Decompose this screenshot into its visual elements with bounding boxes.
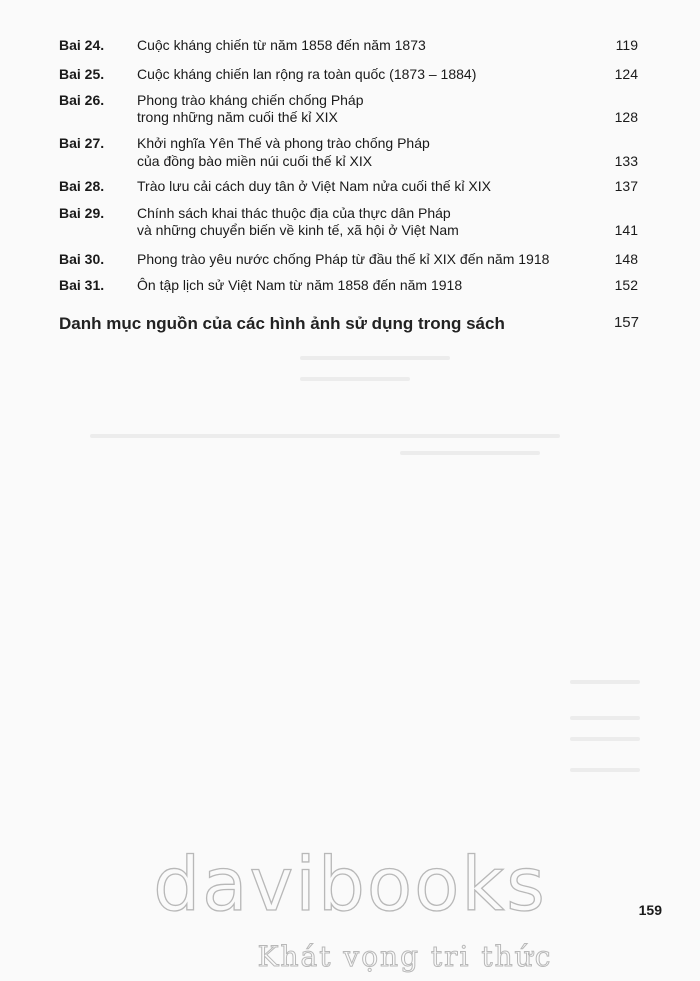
lesson-title-line2: trong những năm cuối thế kỉ XIX [137,109,338,125]
page-number: 137 [614,178,638,194]
lesson-number: Bai 28. [59,178,105,194]
lesson-title-line2: của đồng bào miền núi cuối thế kỉ XIX [137,153,373,169]
section-heading [59,314,639,334]
section-title: Danh mục nguồn của các hình ảnh sử dụng trong sách [59,314,505,333]
lesson-title: Ôn tập lịch sử Việt Nam từ năm 1858 đến năm 1918 [137,277,463,293]
lesson-title-line2: và những chuyển biến về kinh tế, xã hội ở Việt Nam [137,222,459,238]
lesson-title: Trào lưu cải cách duy tân ở Việt Nam nửa cuối thế kỉ XIX [137,178,491,194]
page-number: 152 [614,277,638,293]
page-number: 124 [614,66,638,82]
lesson-number: Bai 26. [59,92,105,108]
lesson-number: Bai 27. [59,135,105,151]
lesson-number: Bai 25. [59,66,105,82]
watermark-logo: davibooks [153,842,547,928]
lesson-title: Cuộc kháng chiến lan rộng ra toàn quốc (1873 – 1884) [137,66,477,82]
watermark-slogan: Khát vọng tri thức [257,940,553,973]
page-number: 133 [614,153,638,169]
page-number: 119 [615,37,638,53]
lesson-title: Cuộc kháng chiến từ năm 1858 đến năm 1873 [137,37,426,53]
lesson-number: Bai 31. [59,277,105,293]
lesson-title: Khởi nghĩa Yên Thế và phong trào chống Pháp [137,135,430,151]
lesson-title: Phong trào yêu nước chống Pháp từ đầu thế kỉ XIX đến năm 1918 [137,251,550,267]
lesson-title: Chính sách khai thác thuộc địa của thực dân Pháp [137,205,451,221]
lesson-title: Phong trào kháng chiến chống Pháp [137,92,364,108]
page-number-footer: 159 [638,902,662,918]
page-number: 141 [614,222,638,238]
lesson-number: Bai 24. [59,37,105,53]
lesson-number: Bai 30. [59,251,105,267]
page-number: 148 [614,251,638,267]
lesson-number: Bai 29. [59,205,105,221]
section-page-number: 157 [613,314,639,331]
page-number: 128 [614,109,638,125]
